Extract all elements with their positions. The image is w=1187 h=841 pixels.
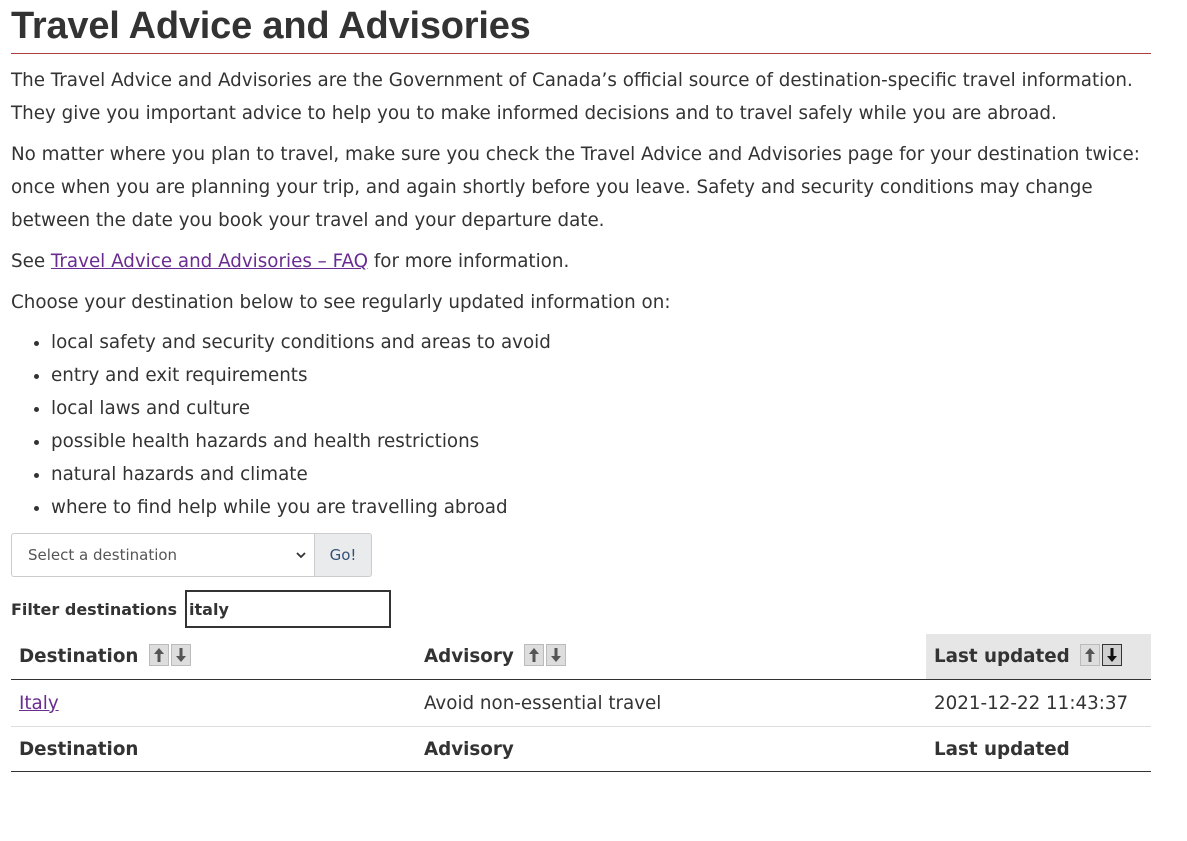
sort-buttons: [149, 644, 191, 666]
arrow-down-icon[interactable]: [546, 644, 566, 666]
faq-prefix: See: [11, 251, 51, 272]
faq-suffix: for more information.: [368, 251, 570, 272]
intro-paragraph-2: No matter where you plan to travel, make sure you check the Travel Advice and Advisories page for your destination twice: once when you are planning your trip, and again shortly before you leave. Safety and security conditions may change between the date you book your travel and your departure date.: [11, 144, 1140, 231]
header-destination: [11, 634, 416, 680]
destination-link-italy[interactable]: Italy: [19, 692, 59, 714]
chevron-down-icon: [296, 549, 314, 562]
info-list: [11, 326, 1151, 524]
list-item: • natural hazards and climate: [51, 458, 1151, 491]
destination-select-value: Select a destination: [28, 546, 178, 564]
page-title: Travel Advice and Advisories: [11, 0, 1151, 54]
footer-last-updated: Last updated: [926, 727, 1151, 772]
list-item: • where to find help while you are travelling abroad: [51, 491, 1151, 524]
arrow-up-icon[interactable]: [149, 644, 169, 666]
sort-buttons: [1080, 644, 1122, 666]
footer-advisory: Advisory: [416, 727, 926, 772]
arrow-down-icon[interactable]: [171, 644, 191, 666]
arrow-down-icon[interactable]: [1102, 644, 1122, 666]
header-destination-label: Destination: [19, 645, 139, 667]
filter-row: [11, 590, 1151, 628]
footer-destination: Destination: [11, 727, 416, 772]
faq-paragraph: [11, 245, 1151, 278]
page: [11, 0, 1151, 772]
destination-cell: [11, 680, 416, 727]
destinations-table: [11, 634, 1151, 772]
sort-buttons: [524, 644, 566, 666]
intro-paragraph-1: The Travel Advice and Advisories are the Government of Canada’s official source of destination-specific travel information. They give you important advice to help you to make informed decisions and to travel safely while you are abroad.: [11, 70, 1133, 124]
filter-label: Filter destinations: [11, 599, 178, 619]
list-item: • possible health hazards and health restrictions: [51, 425, 1151, 458]
faq-link[interactable]: Travel Advice and Advisories – FAQ: [50, 251, 369, 272]
filter-input[interactable]: italy: [185, 590, 391, 628]
list-item: • entry and exit requirements: [51, 359, 1151, 392]
header-last-updated: [926, 634, 1151, 680]
list-item: • local safety and security conditions and areas to avoid: [51, 326, 1151, 359]
arrow-up-icon[interactable]: [524, 644, 544, 666]
choose-paragraph: Choose your destination below to see regularly updated information on:: [11, 292, 671, 313]
header-last-updated-label: Last updated: [934, 645, 1070, 667]
header-advisory: [416, 634, 926, 680]
header-advisory-label: Advisory: [424, 645, 514, 667]
table-footer-row: [11, 727, 1151, 772]
go-button[interactable]: Go!: [314, 533, 372, 577]
destination-select[interactable]: [11, 533, 314, 577]
list-item: • local laws and culture: [51, 392, 1151, 425]
advisory-cell: Avoid non-essential travel: [416, 680, 926, 727]
table-row: [11, 680, 1151, 727]
destination-select-row: [11, 533, 1151, 577]
last-updated-cell: 2021-12-22 11:43:37: [926, 680, 1151, 727]
arrow-up-icon[interactable]: [1080, 644, 1100, 666]
table-header-row: [11, 634, 1151, 680]
